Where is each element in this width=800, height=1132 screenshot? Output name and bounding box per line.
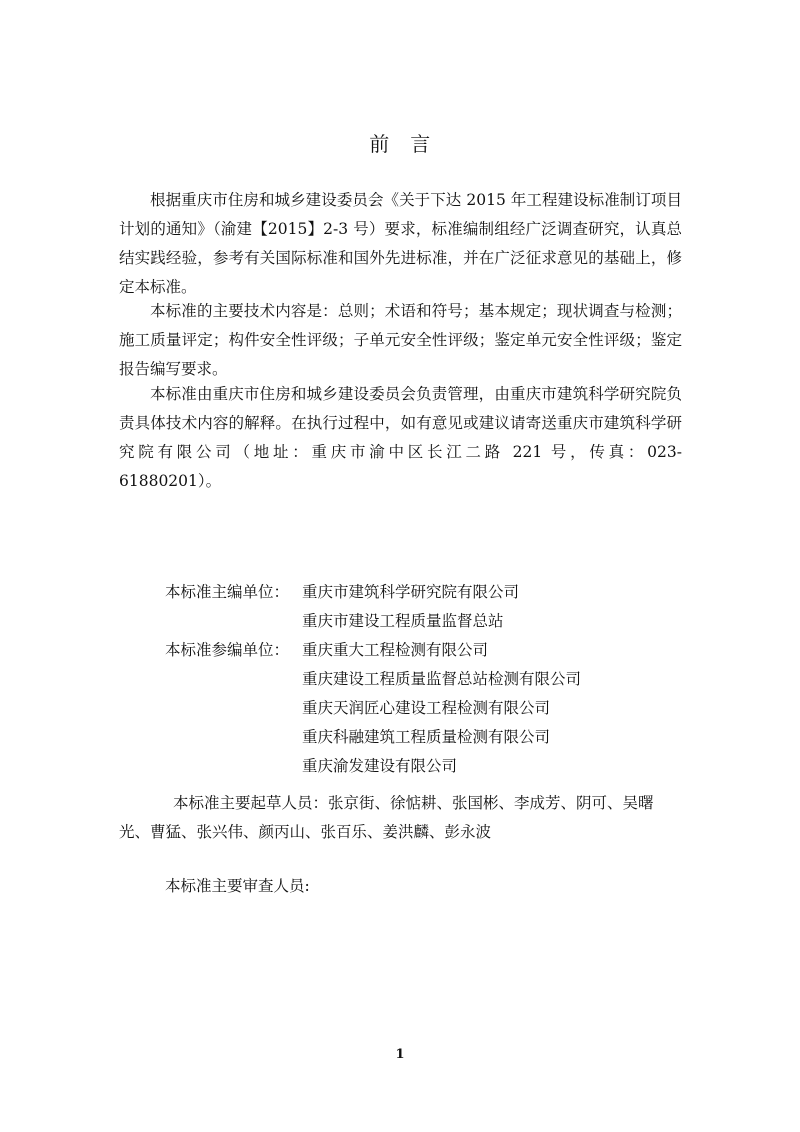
content-paragraph: 本标准的主要技术内容是：总则；术语和符号；基本规定；现状调查与检测；施工质量评定；构件安全性评级；子单元安全性评级；鉴定单元安全性评级；鉴定报告编写要求。 <box>119 302 682 378</box>
page-title: 前 言 <box>369 132 431 156</box>
chief-units-label: 本标准主编单位： <box>165 583 290 601</box>
reviewers-label: 本标准主要审查人员: <box>165 877 310 895</box>
participating-unit: 重庆渝发建设有限公司 <box>302 757 458 775</box>
participating-unit-row <box>165 694 581 723</box>
participating-unit-row <box>165 665 581 694</box>
chief-unit: 重庆市建筑科学研究院有限公司 <box>302 583 520 601</box>
participating-unit: 重庆建设工程质量监督总站检测有限公司 <box>302 670 582 688</box>
participating-unit: 重庆重大工程检测有限公司 <box>302 641 489 659</box>
chief-unit-row <box>165 578 581 607</box>
participating-unit-row <box>165 636 581 665</box>
management-paragraph: 本标准由重庆市住房和城乡建设委员会负责管理，由重庆市建筑科学研究院负责具体技术内容的解释。在执行过程中，如有意见或建议请寄送重庆市建筑科学研究院有限公司（地址：重庆市渝中区长江二路 221 号，传真：023-61880201）。 <box>119 385 682 490</box>
chief-unit-row <box>165 607 581 636</box>
intro-paragraph: 根据重庆市住房和城乡建设委员会《关于下达 2015 年工程建设标准制订项目计划的通知》（渝建【2015】2-3 号）要求，标准编制组经广泛调查研究，认真总结实践经验，参考有关国际标准和国外先进标准，并在广泛征求意见的基础上，修定本标准。 <box>119 191 682 296</box>
page-number: 1 <box>395 1047 405 1062</box>
participating-units-label: 本标准参编单位： <box>165 641 290 659</box>
participating-unit-row <box>165 723 581 752</box>
chief-unit: 重庆市建设工程质量监督总站 <box>302 612 504 630</box>
participating-unit: 重庆科融建筑工程质量检测有限公司 <box>302 728 551 746</box>
participating-unit-row <box>165 752 581 781</box>
participating-unit: 重庆天润匠心建设工程检测有限公司 <box>302 699 551 717</box>
units-section <box>165 578 581 781</box>
drafters-list: 本标准主要起草人员：张京街、徐惦耕、张国彬、李成芳、阴可、吴曙光、曹猛、张兴伟、颜丙山、张百乐、姜洪麟、彭永波 <box>119 794 654 841</box>
